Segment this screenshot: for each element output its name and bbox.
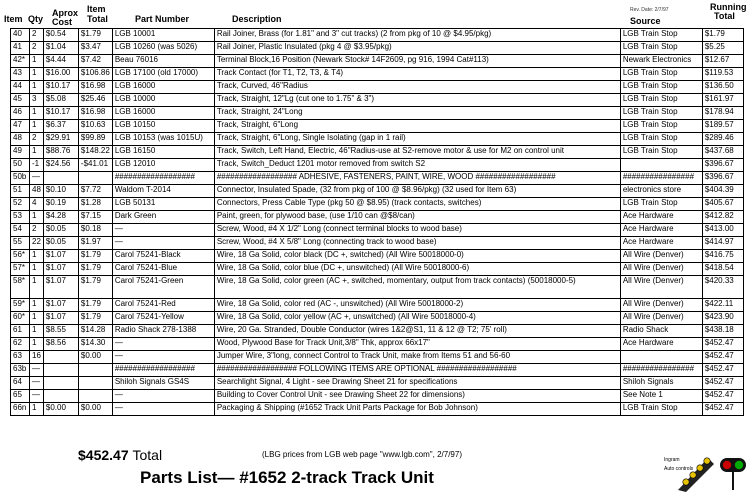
cell-description: Terminal Block,16 Position (Newark Stock# 14F2609, pg 916, 1994 Cat#113) (214, 55, 620, 68)
cell-qty: — (30, 172, 44, 185)
cell-description: Connector, Insulated Spade, (32 from pkg of 100 @ $8.96/pkg) (32 used for Item 63) (214, 185, 620, 198)
cell-description: Wire, 18 Ga Solid, color yellow (AC +, unswitched) (All Wire 50018000-4) (214, 312, 620, 325)
table-row (11, 276, 744, 299)
cell-qty: 1 (30, 250, 44, 263)
cell-item-total: $1.79 (78, 312, 112, 325)
cell-running-total: $418.54 (702, 263, 743, 276)
cell-running-total: $396.67 (702, 172, 743, 185)
table-row (11, 133, 744, 146)
cell-description: Track, Straight, 12"Lg (cut one to 1.75" & 3") (214, 94, 620, 107)
grand-total (78, 447, 162, 463)
cell-source: LGB Train Stop (620, 120, 702, 133)
cell-item: 50 (11, 159, 30, 172)
cell-item: 47 (11, 120, 30, 133)
cell-description: Track, Curved, 46"Radius (214, 81, 620, 94)
table-row (11, 94, 744, 107)
cell-part-number: LGB 16000 (112, 81, 214, 94)
cell-qty: 2 (30, 133, 44, 146)
cell-cost: $0.10 (43, 185, 78, 198)
cell-cost: $24.56 (43, 159, 78, 172)
table-row (11, 312, 744, 325)
cell-running-total: $119.53 (702, 68, 743, 81)
cell-qty: 3 (30, 94, 44, 107)
cell-description: ################## FOLLOWING ITEMS ARE OPTIONAL ################## (214, 364, 620, 377)
page-title: Parts List— #1652 2-track Track Unit (140, 468, 434, 487)
cell-item: 43 (11, 68, 30, 81)
grand-total-value: $452.47 (78, 447, 129, 463)
cell-cost: $29.91 (43, 133, 78, 146)
cell-part-number: Dark Green (112, 211, 214, 224)
cell-part-number: Beau 76016 (112, 55, 214, 68)
cell-item-total: $25.46 (78, 94, 112, 107)
cell-qty: 1 (30, 107, 44, 120)
cell-running-total: $161.97 (702, 94, 743, 107)
cell-qty: 1 (30, 120, 44, 133)
cell-description: Rail Joiner, Brass (for 1.81" and 3" cut tracks) (2 from pkg of 10 @ $4.95/pkg) (214, 29, 620, 42)
cell-description: Track, Switch_Deduct 1201 motor removed from switch S2 (214, 159, 620, 172)
cell-qty: 1 (30, 276, 44, 299)
cell-qty: — (30, 377, 44, 390)
cell-source: Radio Shack (620, 325, 702, 338)
cell-running-total: $405.67 (702, 198, 743, 211)
cell-running-total: $289.46 (702, 133, 743, 146)
table-row (11, 68, 744, 81)
cell-qty: 1 (30, 403, 44, 416)
cell-description: ################## ADHESIVE, FASTENERS, PAINT, WIRE, WOOD ################## (214, 172, 620, 185)
cell-running-total: $413.00 (702, 224, 743, 237)
cell-item: 62 (11, 338, 30, 351)
cell-item-total: $1.79 (78, 299, 112, 312)
cell-running-total: $396.67 (702, 159, 743, 172)
corner-note: Rev. Date: 2/7/97 (630, 7, 669, 13)
signal-logo (662, 450, 750, 492)
cell-part-number: Carol 75241-Green (112, 276, 214, 299)
cell-running-total: $452.47 (702, 351, 743, 364)
cell-item-total: $1.79 (78, 250, 112, 263)
logo-bottom-text: Auto controls (664, 466, 694, 472)
cell-qty: 1 (30, 55, 44, 68)
cell-cost (43, 351, 78, 364)
cell-cost: $8.55 (43, 325, 78, 338)
cell-description: Searchlight Signal, 4 Light - see Drawing Sheet 21 for specifications (214, 377, 620, 390)
cell-item: 44 (11, 81, 30, 94)
cell-item-total: $1.79 (78, 29, 112, 42)
cell-part-number: LGB 10000 (112, 94, 214, 107)
cell-source: LGB Train Stop (620, 42, 702, 55)
header-item-total-1: Item (87, 4, 106, 14)
cell-cost: $5.08 (43, 94, 78, 107)
cell-qty: -1 (30, 159, 44, 172)
table-row (11, 55, 744, 68)
cell-source: See Note 1 (620, 390, 702, 403)
cell-running-total: $437.68 (702, 146, 743, 159)
cell-part-number: Carol 75241-Red (112, 299, 214, 312)
cell-running-total: $412.82 (702, 211, 743, 224)
cell-description: Track, Straight, 24"Long (214, 107, 620, 120)
table-row (11, 403, 744, 416)
cell-item-total: $1.79 (78, 263, 112, 276)
cell-qty: 2 (30, 29, 44, 42)
cell-qty: 1 (30, 146, 44, 159)
cell-running-total: $1.79 (702, 29, 743, 42)
cell-running-total: $452.47 (702, 377, 743, 390)
cell-part-number: — (112, 338, 214, 351)
cell-source: All Wire (Denver) (620, 263, 702, 276)
header-item: Item (4, 14, 23, 24)
cell-part-number: — (112, 237, 214, 250)
cell-qty: 1 (30, 325, 44, 338)
cell-running-total: $416.75 (702, 250, 743, 263)
cell-qty: 1 (30, 81, 44, 94)
cell-item: 55 (11, 237, 30, 250)
cell-running-total: $420.33 (702, 276, 743, 299)
cell-source: ################ (620, 172, 702, 185)
cell-cost: $1.07 (43, 276, 78, 299)
cell-part-number: LGB 16000 (112, 107, 214, 120)
cell-qty: 2 (30, 42, 44, 55)
cell-part-number: LGB 17100 (old 17000) (112, 68, 214, 81)
table-row (11, 172, 744, 185)
cell-item-total: $16.98 (78, 81, 112, 94)
cell-source (620, 351, 702, 364)
cell-source: LGB Train Stop (620, 403, 702, 416)
cell-item-total: $16.98 (78, 107, 112, 120)
cell-cost: $16.00 (43, 68, 78, 81)
cell-item-total (78, 172, 112, 185)
cell-cost: $0.05 (43, 237, 78, 250)
cell-part-number: LGB 50131 (112, 198, 214, 211)
logo-top-text: Ingram (664, 457, 680, 463)
header-description: Description (232, 14, 282, 24)
header-part-number: Part Number (135, 14, 190, 24)
cell-qty: — (30, 364, 44, 377)
cell-description: Wire, 20 Ga. Stranded, Double Conductor (wires 1&2@S1, 11 & 12 @ T2; 75' roll) (214, 325, 620, 338)
cell-source: Shiloh Signals (620, 377, 702, 390)
table-row (11, 42, 744, 55)
cell-item: 49 (11, 146, 30, 159)
table-row (11, 351, 744, 364)
cell-item-total: $1.79 (78, 276, 112, 299)
cell-running-total: $189.57 (702, 120, 743, 133)
cell-cost: $4.44 (43, 55, 78, 68)
cell-source: Ace Hardware (620, 237, 702, 250)
cell-cost: $10.17 (43, 107, 78, 120)
table-row (11, 263, 744, 276)
cell-qty: 48 (30, 185, 44, 198)
header-item-total-2: Total (87, 14, 108, 24)
cell-running-total: $12.67 (702, 55, 743, 68)
cell-running-total: $178.94 (702, 107, 743, 120)
cell-item: 40 (11, 29, 30, 42)
cell-item-total: -$41.01 (78, 159, 112, 172)
cell-running-total: $438.18 (702, 325, 743, 338)
cell-cost: $0.19 (43, 198, 78, 211)
cell-running-total: $5.25 (702, 42, 743, 55)
cell-item: 54 (11, 224, 30, 237)
cell-description: Rail Joiner, Plastic Insulated (pkg 4 @ $3.95/pkg) (214, 42, 620, 55)
cell-item-total: $7.42 (78, 55, 112, 68)
cell-item-total: $148.22 (78, 146, 112, 159)
cell-cost: $0.00 (43, 403, 78, 416)
cell-part-number: ################## (112, 172, 214, 185)
cell-cost (43, 377, 78, 390)
table-row (11, 325, 744, 338)
header-running-total-1: Running (710, 2, 747, 12)
cell-cost: $1.07 (43, 299, 78, 312)
cell-part-number: Shiloh Signals GS4S (112, 377, 214, 390)
cell-part-number: Radio Shack 278-1388 (112, 325, 214, 338)
cell-item-total (78, 390, 112, 403)
cell-running-total: $452.47 (702, 338, 743, 351)
cell-source: LGB Train Stop (620, 107, 702, 120)
table-row (11, 390, 744, 403)
parts-table (10, 28, 744, 416)
cell-description: Building to Cover Control Unit - see Drawing Sheet 22 for dimensions) (214, 390, 620, 403)
cell-item: 66n (11, 403, 30, 416)
cell-part-number: ################## (112, 364, 214, 377)
cell-part-number: Carol 75241-Black (112, 250, 214, 263)
cell-description: Track, Switch, Left Hand, Electric, 46"Radius-use at S2-remove motor & use for M2 on control unit (214, 146, 620, 159)
cell-item: 46 (11, 107, 30, 120)
cell-part-number: — (112, 390, 214, 403)
cell-running-total: $136.50 (702, 81, 743, 94)
cell-source: All Wire (Denver) (620, 250, 702, 263)
cell-source: electronics store (620, 185, 702, 198)
cell-item: 56* (11, 250, 30, 263)
cell-item: 64 (11, 377, 30, 390)
header-aprox-cost-2: Cost (52, 17, 72, 27)
cell-cost (43, 172, 78, 185)
header-source: Source (630, 16, 661, 26)
cell-part-number: — (112, 224, 214, 237)
cell-cost: $1.04 (43, 42, 78, 55)
cell-running-total: $422.11 (702, 299, 743, 312)
table-row (11, 377, 744, 390)
cell-qty: 1 (30, 338, 44, 351)
cell-running-total: $452.47 (702, 390, 743, 403)
cell-item-total: $0.00 (78, 351, 112, 364)
cell-source: ################ (620, 364, 702, 377)
table-row (11, 338, 744, 351)
cell-item: 52 (11, 198, 30, 211)
cell-item-total: $0.00 (78, 403, 112, 416)
cell-running-total: $414.97 (702, 237, 743, 250)
cell-item-total: $0.18 (78, 224, 112, 237)
cell-running-total: $452.47 (702, 364, 743, 377)
cell-description: Connectors, Press Cable Type (pkg 50 @ $8.95) (track contacts, switches) (214, 198, 620, 211)
cell-running-total: $404.39 (702, 185, 743, 198)
cell-source: LGB Train Stop (620, 81, 702, 94)
table-row (11, 198, 744, 211)
cell-item: 41 (11, 42, 30, 55)
cell-cost: $0.05 (43, 224, 78, 237)
header-running-total-2: Total (714, 11, 735, 21)
cell-description: Track, Straight, 6"Long, Single Isolating (gap in 1 rail) (214, 133, 620, 146)
cell-item: 65 (11, 390, 30, 403)
table-row (11, 237, 744, 250)
cell-description: Wire, 18 Ga Solid, color blue (DC +, unswitched) (All Wire 50018000-6) (214, 263, 620, 276)
table-row (11, 29, 744, 42)
cell-item-total (78, 364, 112, 377)
cell-part-number: LGB 10001 (112, 29, 214, 42)
cell-cost: $0.54 (43, 29, 78, 42)
cell-item-total: $7.72 (78, 185, 112, 198)
cell-running-total: $452.47 (702, 403, 743, 416)
cell-qty: 2 (30, 224, 44, 237)
cell-item-total: $14.30 (78, 338, 112, 351)
cell-item: 42* (11, 55, 30, 68)
cell-cost: $10.17 (43, 81, 78, 94)
cell-running-total: $423.90 (702, 312, 743, 325)
cell-part-number: LGB 10260 (was 5026) (112, 42, 214, 55)
lgb-price-note: (LBG prices from LGB web page "www.lgb.com", 2/7/97) (262, 450, 462, 459)
grand-total-label: Total (132, 447, 163, 463)
cell-source: LGB Train Stop (620, 68, 702, 81)
cell-description: Wire, 18 Ga Solid, color green (AC +, switched, momentary, output from track contacts) (50018000-5) (214, 276, 620, 299)
cell-description: Wood, Plywood Base for Track Unit,3/8" Thk, approx 66x17" (214, 338, 620, 351)
cell-item-total: $1.28 (78, 198, 112, 211)
cell-qty: 1 (30, 211, 44, 224)
cell-description: Track, Straight, 6"Long (214, 120, 620, 133)
cell-source: Ace Hardware (620, 338, 702, 351)
table-row (11, 364, 744, 377)
cell-source: All Wire (Denver) (620, 299, 702, 312)
cell-cost (43, 364, 78, 377)
cell-item-total: $7.15 (78, 211, 112, 224)
cell-qty: 1 (30, 263, 44, 276)
cell-item-total: $1.97 (78, 237, 112, 250)
cell-source: LGB Train Stop (620, 133, 702, 146)
cell-part-number: LGB 10153 (was 1015U) (112, 133, 214, 146)
cell-cost (43, 390, 78, 403)
cell-cost: $4.28 (43, 211, 78, 224)
cell-source: LGB Train Stop (620, 29, 702, 42)
cell-cost: $6.37 (43, 120, 78, 133)
table-row (11, 250, 744, 263)
cell-description: Screw, Wood, #4 X 1/2" Long (connect terminal blocks to wood base) (214, 224, 620, 237)
cell-item: 59* (11, 299, 30, 312)
cell-cost: $8.56 (43, 338, 78, 351)
cell-part-number: Carol 75241-Yellow (112, 312, 214, 325)
cell-source: All Wire (Denver) (620, 312, 702, 325)
cell-qty: 1 (30, 299, 44, 312)
cell-part-number: LGB 10150 (112, 120, 214, 133)
cell-description: Track Contact (for T1, T2, T3, & T4) (214, 68, 620, 81)
cell-source: Ace Hardware (620, 211, 702, 224)
cell-item: 50b (11, 172, 30, 185)
cell-item: 61 (11, 325, 30, 338)
cell-item-total (78, 377, 112, 390)
cell-item: 60* (11, 312, 30, 325)
cell-cost: $1.07 (43, 250, 78, 263)
table-row (11, 120, 744, 133)
table-row (11, 146, 744, 159)
cell-item-total: $3.47 (78, 42, 112, 55)
cell-item-total: $106.86 (78, 68, 112, 81)
cell-source: Ace Hardware (620, 224, 702, 237)
cell-cost: $1.07 (43, 312, 78, 325)
cell-source (620, 159, 702, 172)
signal-icon (678, 458, 746, 492)
cell-cost: $88.76 (43, 146, 78, 159)
cell-item: 48 (11, 133, 30, 146)
cell-description: Paint, green, for plywood base, (use 1/10 can @$8/can) (214, 211, 620, 224)
table-row (11, 299, 744, 312)
table-row (11, 224, 744, 237)
cell-item-total: $99.89 (78, 133, 112, 146)
cell-part-number: — (112, 403, 214, 416)
cell-description: Packaging & Shipping (#1652 Track Unit Parts Package for Bob Johnson) (214, 403, 620, 416)
cell-item: 63 (11, 351, 30, 364)
cell-item: 63b (11, 364, 30, 377)
cell-qty: 4 (30, 198, 44, 211)
cell-part-number: LGB 16150 (112, 146, 214, 159)
table-row (11, 211, 744, 224)
cell-item-total: $10.63 (78, 120, 112, 133)
cell-qty: — (30, 390, 44, 403)
table-row (11, 107, 744, 120)
cell-source: LGB Train Stop (620, 198, 702, 211)
cell-cost: $1.07 (43, 263, 78, 276)
cell-description: Wire, 18 Ga Solid, color red (AC -, unswitched) (All Wire 50018000-2) (214, 299, 620, 312)
header-aprox-cost-1: Aprox (52, 8, 79, 18)
cell-qty: 1 (30, 312, 44, 325)
cell-description: Jumper Wire, 3"long, connect Control to Track Unit, make from Items 51 and 56-60 (214, 351, 620, 364)
cell-qty: 22 (30, 237, 44, 250)
cell-source: LGB Train Stop (620, 146, 702, 159)
cell-part-number: Waldom T-2014 (112, 185, 214, 198)
cell-qty: 1 (30, 68, 44, 81)
cell-item: 45 (11, 94, 30, 107)
cell-part-number: Carol 75241-Blue (112, 263, 214, 276)
cell-source: Newark Electronics (620, 55, 702, 68)
cell-source: LGB Train Stop (620, 94, 702, 107)
table-row (11, 159, 744, 172)
cell-description: Screw, Wood, #4 X 5/8" Long (connecting track to wood base) (214, 237, 620, 250)
cell-description: Wire, 18 Ga Solid, color black (DC +, switched) (All Wire 50018000-0) (214, 250, 620, 263)
cell-item: 51 (11, 185, 30, 198)
cell-item: 58* (11, 276, 30, 299)
table-row (11, 81, 744, 94)
cell-part-number: LGB 12010 (112, 159, 214, 172)
header-qty: Qty (28, 14, 44, 24)
cell-source: All Wire (Denver) (620, 276, 702, 299)
table-row (11, 185, 744, 198)
cell-part-number: — (112, 351, 214, 364)
cell-item: 57* (11, 263, 30, 276)
cell-qty: 16 (30, 351, 44, 364)
cell-item: 53 (11, 211, 30, 224)
cell-item-total: $14.28 (78, 325, 112, 338)
